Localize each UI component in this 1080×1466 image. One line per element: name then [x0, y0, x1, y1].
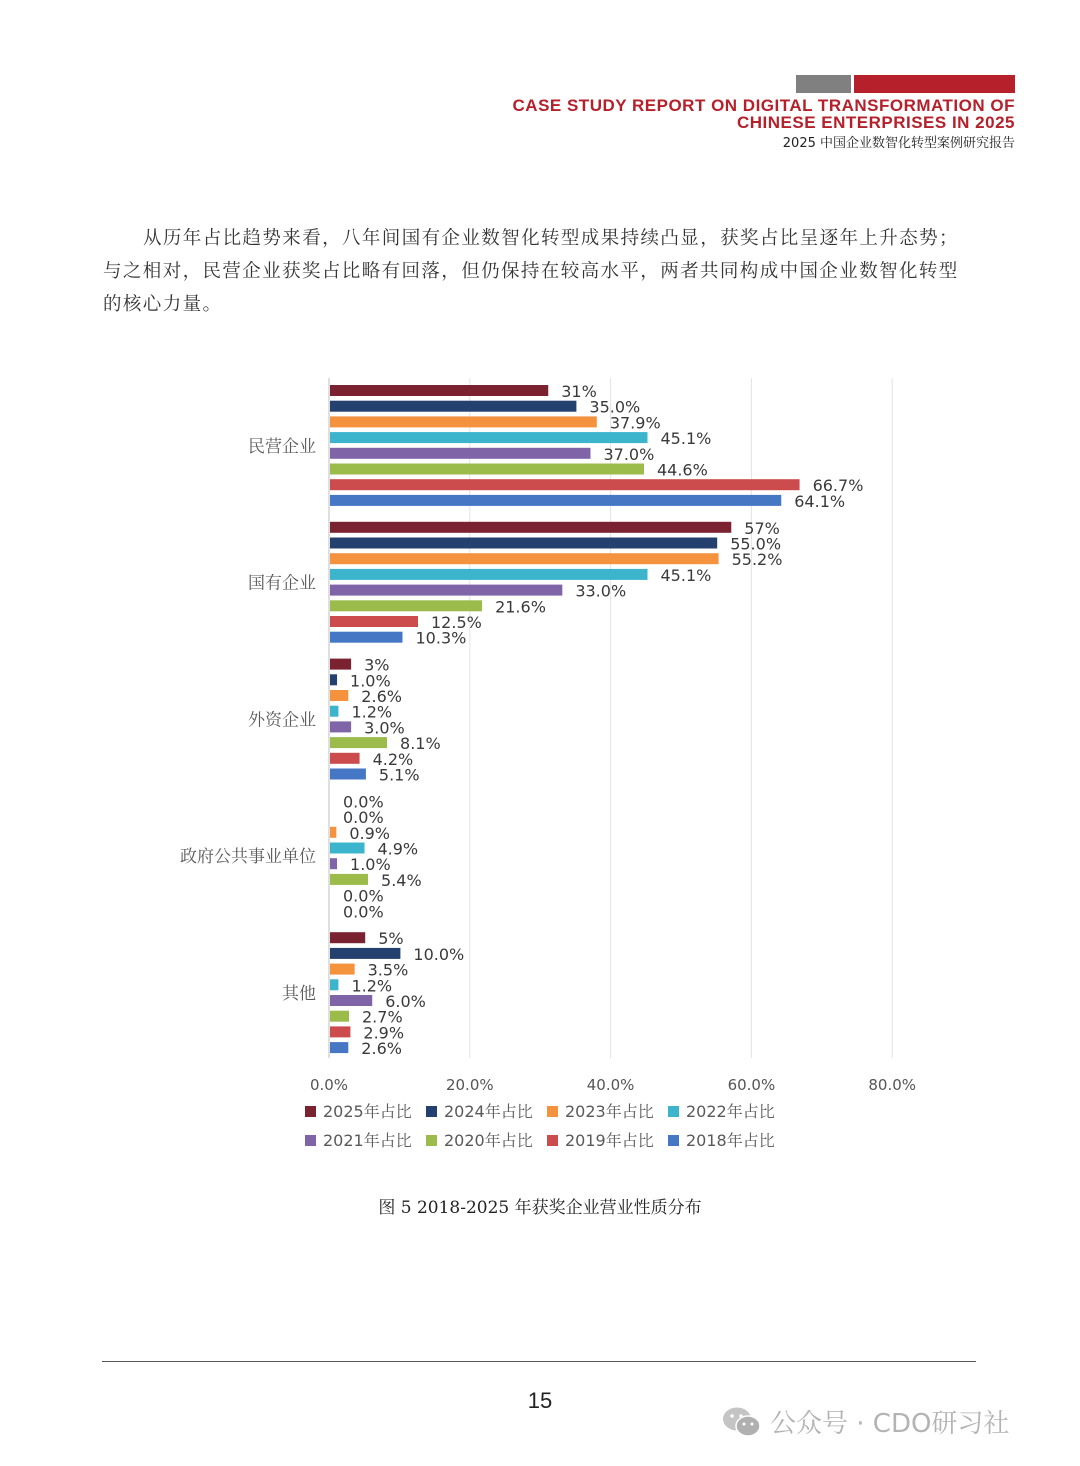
data-label: 0.0% [343, 886, 384, 906]
legend-label: 2019年占比 [565, 1131, 654, 1150]
bar [330, 659, 351, 670]
bar [330, 932, 365, 943]
legend-label: 2020年占比 [444, 1131, 533, 1150]
bar [330, 416, 597, 427]
data-label: 4.2% [372, 749, 414, 769]
x-tick-label: 20.0% [445, 1076, 494, 1094]
bar [330, 600, 482, 611]
bar [330, 432, 648, 443]
footer-divider [102, 1361, 976, 1362]
data-label: 8.1% [400, 734, 441, 754]
bar [330, 979, 338, 990]
legend-swatch [547, 1106, 558, 1117]
figure-caption: 图 5 2018-2025 年获奖企业营业性质分布 [378, 1198, 702, 1218]
bar [330, 995, 372, 1006]
wechat-icon [722, 1405, 762, 1439]
legend-label: 2023年占比 [565, 1102, 654, 1121]
header-title-en-line1: CASE STUDY REPORT ON DIGITAL TRANSFORMATION OF [512, 96, 1015, 115]
data-label: 21.6% [495, 597, 546, 617]
data-label: 35.0% [589, 397, 641, 417]
bar [330, 616, 418, 627]
data-label: 6.0% [385, 992, 426, 1011]
data-label: 55.2% [731, 550, 783, 570]
header-title-en-line2: CHINESE ENTERPRISES IN 2025 [736, 113, 1015, 132]
page-number: 15 [527, 1388, 553, 1413]
data-label: 55.0% [730, 534, 782, 554]
legend-label: 2024年占比 [444, 1102, 533, 1121]
data-label: 0.0% [343, 808, 384, 828]
bar [330, 874, 368, 885]
data-label: 1.0% [350, 671, 391, 691]
legend-swatch [305, 1135, 316, 1146]
data-label: 5.1% [378, 765, 420, 785]
data-label: 10.0% [413, 944, 465, 964]
x-tick-label: 0.0% [309, 1076, 349, 1094]
data-label: 45.1% [660, 565, 712, 585]
paragraph-line-1: 从历年占比趋势来看，八年间国有企业数智化转型成果持续凸显，获奖占比呈逐年上升态势； [143, 228, 959, 249]
data-label: 2.9% [363, 1023, 405, 1043]
data-label: 33.0% [575, 581, 627, 601]
data-label: 0.9% [349, 823, 390, 843]
bar [330, 522, 731, 533]
data-label: 3% [364, 655, 390, 675]
bar [330, 464, 644, 475]
legend-label: 2018年占比 [686, 1131, 775, 1150]
bar [330, 538, 717, 549]
bar [330, 769, 366, 780]
legend-swatch [305, 1106, 316, 1117]
body-paragraph [103, 222, 983, 321]
bar [330, 737, 387, 748]
data-label: 31% [561, 382, 597, 401]
bar [330, 1011, 349, 1022]
x-tick-label: 40.0% [586, 1076, 635, 1094]
legend-swatch [668, 1106, 679, 1117]
legend-label: 2021年占比 [323, 1131, 412, 1150]
bar [330, 1042, 348, 1053]
category-label: 民营企业 [248, 436, 316, 457]
category-label: 政府公共事业单位 [180, 847, 316, 868]
category-label: 外资企业 [248, 710, 316, 731]
data-label: 64.1% [794, 491, 846, 511]
paragraph-line-3: 的核心力量。 [103, 294, 223, 315]
legend-swatch [668, 1135, 679, 1146]
x-tick-label: 80.0% [868, 1076, 917, 1094]
x-tick-label: 60.0% [727, 1076, 776, 1094]
legend-swatch [547, 1135, 558, 1146]
data-label: 0.0% [343, 792, 384, 812]
bar [330, 721, 351, 732]
data-label: 2.6% [361, 1039, 402, 1059]
bar [330, 401, 576, 412]
data-label: 3.5% [367, 960, 409, 980]
data-label: 66.7% [812, 476, 864, 496]
bar [330, 495, 781, 506]
watermark [722, 1403, 1009, 1440]
bar [330, 479, 800, 490]
bar [330, 706, 338, 717]
paragraph-line-2: 与之相对，民营企业获奖占比略有回落，但仍保持在较高水平，两者共同构成中国企业数智化转型 [103, 261, 959, 282]
header-title-cn: 2025 中国企业数智化转型案例研究报告 [782, 136, 1015, 151]
bar [330, 674, 337, 685]
bar-chart [0, 360, 1080, 1180]
header-accent-gray [796, 75, 851, 93]
data-label: 37.9% [609, 413, 661, 433]
bar [330, 843, 364, 854]
bar [330, 632, 403, 643]
data-label: 4.9% [377, 839, 419, 859]
bar [330, 585, 562, 596]
bar [330, 553, 719, 564]
legend-label: 2022年占比 [686, 1102, 775, 1121]
data-label: 1.2% [351, 702, 393, 722]
watermark-text: 公众号 · CDO研习社 [770, 1409, 1010, 1439]
bar [330, 569, 648, 580]
bar [330, 753, 360, 764]
data-label: 1.2% [351, 976, 393, 996]
category-label: 国有企业 [248, 573, 316, 594]
data-label: 12.5% [431, 613, 482, 632]
legend-swatch [426, 1135, 437, 1146]
header-title-en [513, 97, 1015, 131]
legend-swatch [426, 1106, 437, 1117]
bar [330, 690, 348, 701]
bar [330, 948, 400, 959]
header-accent-red [854, 75, 1015, 93]
bar [330, 385, 548, 396]
data-label: 3.0% [364, 718, 405, 738]
data-label: 0.0% [343, 902, 384, 922]
bar [330, 964, 355, 975]
data-label: 2.6% [361, 687, 402, 706]
data-label: 45.1% [660, 429, 712, 449]
bar [330, 1026, 350, 1037]
data-label: 57% [744, 518, 780, 538]
data-label: 10.3% [415, 628, 467, 648]
bar [330, 448, 590, 459]
data-label: 1.0% [350, 855, 391, 875]
bar [330, 858, 337, 869]
data-label: 37.0% [603, 444, 655, 464]
data-label: 5% [378, 929, 404, 949]
category-label: 其他 [282, 984, 316, 1004]
data-label: 2.7% [362, 1007, 403, 1027]
legend-label: 2025年占比 [323, 1102, 412, 1121]
data-label: 44.6% [656, 460, 708, 480]
data-label: 5.4% [381, 870, 422, 890]
bar [330, 827, 336, 838]
